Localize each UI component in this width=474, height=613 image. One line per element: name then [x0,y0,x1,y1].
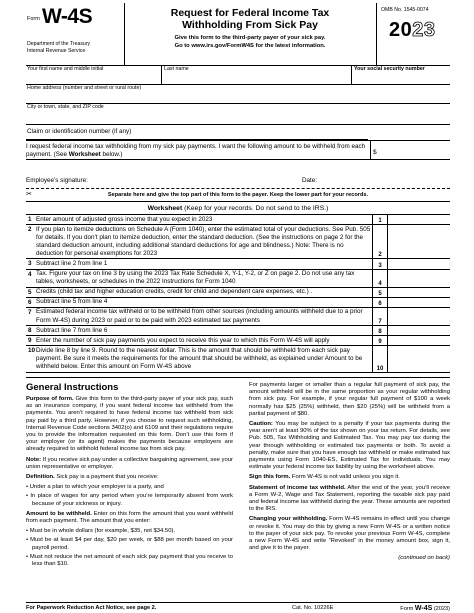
worksheet-amount-field[interactable] [389,225,450,258]
worksheet-amount-field[interactable] [389,336,450,345]
worksheet-line-box: 4 [372,270,388,287]
divider [370,140,371,159]
worksheet-line-box: 2 [372,225,388,258]
worksheet-line [26,269,450,287]
instruction-list [26,528,233,568]
worksheet-amount-field[interactable] [389,270,450,287]
worksheet-line-number: 3 [28,260,32,268]
worksheet-amount-field[interactable] [389,259,450,268]
footer-form-id [400,605,450,612]
divider [26,140,450,141]
instruction-text: Sick pay is a payment that you receive: [54,474,159,481]
request-text: below.) [100,151,123,159]
worksheet-amount-field[interactable] [389,298,450,307]
worksheet-line-text: Divide line 8 by line 9. Round to the nearest dollar. This is the amount that should be withheld from each sick pay payment. Be sure it meets the requirements for the amount that should be withheld, as explained under Amount to be withheld below. Enter this amount on Form W-4S above [36,346,363,370]
instruction-paragraph [26,396,233,454]
last-name-field[interactable] [164,73,344,82]
instruction-paragraph [249,382,450,418]
city-state-zip-field[interactable] [27,111,447,120]
worksheet-line-box: 9 [372,336,388,345]
ssn-field[interactable] [354,73,448,82]
request-worksheet-ref: Worksheet [68,151,101,159]
year-suffix: 23 [412,19,436,41]
paperwork-notice: For Paperwork Reduction Act Notice, see page 2. [26,605,157,611]
worksheet-line-text: Subtract line 2 from line 1 [36,259,108,267]
worksheet-line-number: 10 [28,347,36,355]
title-line: Withholding From Sick Pay [182,18,318,31]
worksheet-line [26,224,450,258]
instruction-paragraph [26,511,233,525]
worksheet-amount-field[interactable] [389,326,450,335]
instruction-lead: Purpose of form. [26,396,74,402]
tax-year [389,19,436,42]
date-label: Date: [302,177,318,184]
instructions-heading: General Instructions [26,382,119,393]
worksheet-line [26,287,450,297]
worksheet-line-box: 7 [372,308,388,325]
worksheet-line-text: Subtract line 7 from line 6 [36,326,108,334]
scissors-icon: ✂ [26,191,32,198]
worksheet-title [26,205,450,212]
worksheet-line-text: Enter the number of sick pay payments you expect to receive this year to which this Form W-4S will apply [36,336,330,344]
worksheet-line-box: 8 [372,326,388,335]
worksheet-line-text: Enter amount of adjusted gross income that you expect in 2023 [36,215,213,223]
department-line: Internal Revenue Service [27,48,86,54]
omb-number: OMB No. 1545-0074 [381,7,429,13]
divider [161,65,162,84]
form-id-block [26,3,125,65]
continued-note: (continued on back) [398,555,450,562]
worksheet-line-box: 10 [372,346,388,371]
worksheet-line [26,325,450,335]
worksheet-line-box: 6 [372,298,388,307]
worksheet-line-number: 7 [28,308,32,316]
address-field[interactable] [27,92,447,101]
title-line: Request for Federal Income Tax [170,7,330,19]
instruction-text: Form W-4S is not valid unless you sign it. [290,474,400,481]
omb-year-block [376,3,451,65]
divider [26,159,450,160]
instruction-lead: Sign this form. [249,474,291,481]
claim-number-field[interactable] [140,128,362,137]
catalog-number: Cat. No. 10226E [292,605,334,611]
worksheet-line-text: Tax. Figure your tax on line 3 by using the 2023 Tax Rate Schedule X, Y-1, Y-2, or Z on page 2. Do not use any tax tables, worksheets, or schedules in the 2022 Instructions for Form 1040 [36,270,355,286]
form-number: W-4S [42,5,93,28]
worksheet-table [26,214,450,373]
instructions-left-column [26,382,233,571]
worksheet-line-text: Estimated federal income tax withheld or to be withheld from other sources (including amounts withheld due to a prior Form W-4S) during 2023 or paid or to be paid with 2023 estimated tax payments [36,308,363,324]
separate-instruction: Separate here and give the top part of this form to the payer. Keep the lower part for your records. [107,192,369,198]
instruction-text: Form W-4S remains in effect until you change or revoke it. You may do this by giving a new Form W-4S or a written notice to the payer of your sick pay. To revoke your previous Form W-4S, complete a new Form W-4S and write “Revoked” in the money amount box, sign it, and give it to the payer. [249,516,450,552]
worksheet-line-box: 1 [372,215,388,224]
instruction-lead: Note: [26,456,42,463]
instruction-lead: Amount to be withheld. [26,510,92,517]
divider [26,124,450,125]
request-text: I request federal income tax withholding from my sick pay payments. I want the following amount to be withheld from each payment. (See [26,143,366,159]
instruction-lead: Caution: [249,421,273,428]
first-name-field[interactable] [27,73,157,82]
worksheet-line-number: 1 [28,216,32,223]
worksheet-line-number: 9 [28,337,32,345]
instruction-paragraph [249,474,450,481]
worksheet-line-text: Credits (child tax and higher education credits, credit for child and dependent care expenses, etc.) . [36,288,313,296]
form-footer [26,602,450,612]
instruction-paragraph [26,457,233,471]
dollar-sign: $ [373,149,377,156]
instruction-list-item: • Must be in whole dollars (for example, $35, not $34.50). [26,528,176,535]
subtitle-line: Go to www.irs.gov/FormW4S for the latest information. [174,43,326,49]
instruction-list-item: • In place of wages for any period when you’re temporarily absent from work because of your sickness or injury. [26,493,233,507]
form-subtitle [126,34,374,50]
instruction-text: Enter on this form the amount that you want withheld from each payment. The amount that you enter: [26,510,233,525]
worksheet-line-box: 5 [372,288,388,297]
subtitle-line: Give this form to the third-party payer of your sick pay. [174,35,326,41]
worksheet-line [26,335,450,345]
instruction-paragraph [26,474,233,481]
footer-form-word: Form [400,606,415,612]
instruction-paragraph [249,516,450,552]
worksheet-amount-field[interactable] [389,346,450,371]
instruction-list-item: • Under a plan to which your employer is a party, and [26,484,164,491]
worksheet-line [26,345,450,371]
worksheet-amount-field[interactable] [389,215,450,224]
instruction-text: If you receive sick pay under a collective bargaining agreement, see your union representative or employer. [26,456,233,470]
worksheet-amount-field[interactable] [389,288,450,297]
divider [351,65,352,84]
instruction-list-item: • Must not reduce the net amount of each sick pay payment that you receive to less than $10. [26,553,233,568]
divider [26,201,450,202]
worksheet-line-text: If you plan to itemize deductions on Schedule A (Form 1040), enter the estimated total of your deductions. See Pub. 505 for details. If you don’t plan to itemize deduction, enter the standard deduction. (See the instructions on page 2 for the standard deduction amount, including additional standard deductions for age and blindness.) Note: There is no deduction for personal exemptions for 2023 [36,225,371,257]
form-header [26,3,450,66]
footer-form-number: W-4S [414,605,433,612]
instruction-text: For payments larger or smaller than a regular full payment of sick pay, the amount withheld will be in the same proportion as your regular withholding from sick pay. For example, if your regular full payment of $100 a week normally has $25 (25%) withheld, then $20 (25%) will be withheld from a partial payment of $80. [249,382,450,417]
form-title-block [126,3,374,65]
worksheet-line [26,307,450,325]
form-word: Form [27,16,40,22]
instruction-lead: Statement of income tax withheld. [249,484,346,491]
worksheet-line-number: 5 [28,288,32,296]
address-label: Home address (number and street or rural route) [27,85,142,91]
worksheet-line-number: 2 [28,226,32,234]
worksheet-amount-field[interactable] [389,308,450,325]
first-name-label: Your first name and middle initial [27,66,104,72]
worksheet-title-bold: Worksheet [147,205,183,212]
general-instructions [26,377,451,568]
instruction-lead: Changing your withholding. [249,516,328,523]
withholding-amount-field[interactable] [379,149,447,158]
worksheet-line-number: 4 [28,270,32,278]
instruction-list [26,484,233,508]
worksheet-bottom-rule [26,372,450,373]
instruction-text: Give this form to the third-party payer of your sick pay, such as an insurance company, if you want federal income tax withheld from the payments. You aren’t required to have federal income tax withheld from sick pay paid by a third party. However, if you choose to request such withholding, Internal Revenue Code sections 3402(o) and 6109 and their regulations require you to provide the information requested on this form. Don’t use this form if your employer (or its agent) makes the payments because employers are already required to withhold federal income tax from sick pay. [26,396,233,453]
instruction-text: You may be subject to a penalty if your tax payments during the year aren’t at least 90% of the tax shown on your tax return. For details, see Pub. 505, Tax Withholding and Estimated Tax. You may pay tax during the year through withholding or estimated tax payments or both. To avoid a penalty, make sure that you have enough tax withheld or make estimated tax payments using Form 1040-ES, Estimated Tax for Individuals. You may estimate your federal income tax liability by using the worksheet above. [249,421,450,471]
form-title [126,8,374,31]
signature-field[interactable] [90,176,290,185]
department-text [27,41,90,55]
instruction-text: After the end of the year, you’ll receive a Form W-2, Wage and Tax Statement, reporting the taxable sick pay paid and federal income tax withheld during the year. These amounts are reported to the IRS. [249,484,451,513]
date-field[interactable] [322,176,448,185]
worksheet-line-number: 8 [28,327,32,335]
footer-form-year: (2023) [432,606,450,612]
instruction-lead: Definition. [26,474,55,481]
worksheet-line-number: 6 [28,298,32,306]
worksheet-line-box: 3 [372,259,388,268]
instruction-paragraph [249,485,450,514]
cut-line [26,188,450,189]
instruction-paragraph [249,421,450,471]
worksheet-line [26,214,450,224]
instruction-list-item: • Must be at least $4 per day, $20 per week, or $88 per month based on your payroll period. [26,537,233,551]
last-name-label: Last name [164,66,189,72]
worksheet-title-rest: (Keep for your records. Do not send to the IRS.) [182,205,329,212]
ssn-label: Your social security number [354,66,425,72]
department-line: Department of the Treasury [27,41,91,47]
signature-label: Employee’s signature: [26,177,88,184]
worksheet-line [26,297,450,307]
worksheet-line-text: Subtract line 5 from line 4 [36,298,108,306]
city-label: City or town, state, and ZIP code [27,104,104,110]
instructions-right-column [249,382,450,563]
withholding-request-text [26,143,368,160]
year-prefix: 20 [389,19,413,41]
claim-label: Claim or identification number (if any) [27,128,132,135]
worksheet-line [26,258,450,268]
